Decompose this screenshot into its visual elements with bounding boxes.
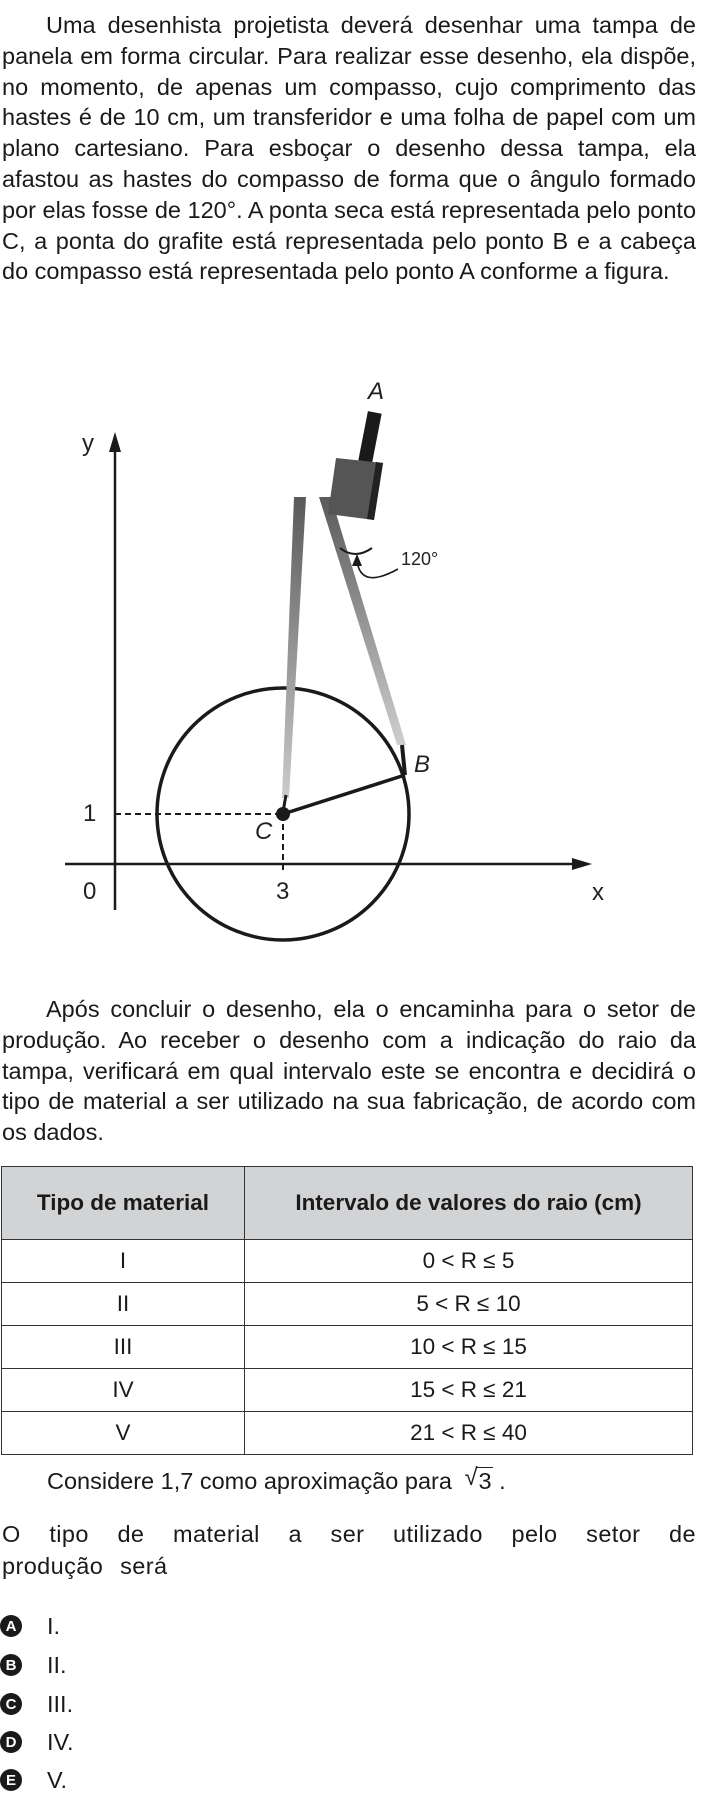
label-angle: 120° <box>401 549 439 569</box>
angle-pointer <box>357 560 398 578</box>
table-row <box>2 1412 693 1455</box>
label-tick-1: 1 <box>83 800 97 827</box>
option-d[interactable] <box>0 1727 74 1757</box>
production-text: Após concluir o desenho, ela o encaminha para o setor de produção. Ao receber o desenho com a indicação do raio da tampa, verificará em qual intervalo este se encontra e decidirá o tipo de material a ser utilizado na sua fabricação, de acordo com os dados. <box>2 996 696 1146</box>
compass-handle <box>358 411 381 463</box>
radical-sign-icon: √ <box>464 1464 478 1491</box>
intro-paragraph <box>2 10 696 287</box>
label-a: A <box>368 378 385 405</box>
x-axis-arrow <box>572 858 592 870</box>
cell-interval: 10 < R ≤ 15 <box>245 1326 693 1369</box>
approximation-note <box>47 1464 506 1495</box>
square-root <box>464 1464 492 1495</box>
label-c: C <box>255 818 273 845</box>
note-end: . <box>499 1468 506 1494</box>
option-text: II. <box>47 1651 67 1678</box>
label-tick-3: 3 <box>276 878 290 905</box>
table-row <box>2 1240 693 1283</box>
cell-material: V <box>2 1412 245 1455</box>
question-text: O tipo de material a ser utilizado pelo setor de produção será <box>2 1521 696 1579</box>
option-e[interactable] <box>0 1765 67 1795</box>
cell-interval: 5 < R ≤ 10 <box>245 1283 693 1326</box>
option-text: III. <box>47 1690 74 1717</box>
compass-leg-right <box>319 497 406 745</box>
option-c[interactable] <box>0 1689 73 1719</box>
cell-material: III <box>2 1326 245 1369</box>
table-row <box>2 1283 693 1326</box>
cell-interval: 15 < R ≤ 21 <box>245 1369 693 1412</box>
note-text: Considere 1,7 como aproximação para <box>47 1468 452 1494</box>
radius-segment <box>283 775 405 814</box>
option-text: I. <box>47 1612 61 1639</box>
option-a[interactable] <box>0 1611 60 1641</box>
label-origin: 0 <box>83 878 97 905</box>
cell-material: IV <box>2 1369 245 1412</box>
compass-figure <box>40 370 620 955</box>
compass-leg-left <box>282 497 306 798</box>
header-material-type: Tipo de material <box>2 1167 245 1240</box>
option-text: IV. <box>47 1728 74 1755</box>
production-paragraph <box>2 994 696 1148</box>
option-text: V. <box>47 1766 68 1793</box>
option-letter-c: C <box>0 1693 22 1715</box>
header-radius-interval: Intervalo de valores do raio (cm) <box>245 1167 693 1240</box>
cell-interval: 21 < R ≤ 40 <box>245 1412 693 1455</box>
intro-text: Uma desenhista projetista deverá desenhar uma tampa de panela em forma circular. Para realizar esse desenho, ela dispõe, no momento, de apenas um compasso, cujo comprimento das hastes é de 10 cm, um transferidor e uma folha de papel com um plano cartesiano. Para esboçar o desenho dessa tampa, ela afastou as hastes do compasso de forma que o ângulo formado por elas fosse de 120°. A ponta seca está representada pelo ponto C, a ponta do grafite está representada pelo ponto B e a cabeça do compasso está representada pelo ponto A conforme a figura. <box>2 12 697 285</box>
table-header-row <box>2 1167 693 1240</box>
option-letter-d: D <box>0 1731 22 1753</box>
option-letter-a: A <box>0 1615 22 1637</box>
label-y: y <box>82 430 94 457</box>
table-row <box>2 1326 693 1369</box>
label-b: B <box>414 751 431 778</box>
table-row <box>2 1369 693 1412</box>
angle-pointer-arrowhead <box>352 554 362 566</box>
point-c-dot <box>276 807 290 821</box>
option-b[interactable] <box>0 1650 67 1680</box>
label-x: x <box>592 879 604 906</box>
cell-material: I <box>2 1240 245 1283</box>
option-letter-e: E <box>0 1769 22 1791</box>
option-letter-b: B <box>0 1654 22 1676</box>
cell-material: II <box>2 1283 245 1326</box>
material-table <box>1 1166 693 1455</box>
cell-interval: 0 < R ≤ 5 <box>245 1240 693 1283</box>
radicand: 3 <box>478 1468 492 1494</box>
y-axis-arrow <box>109 432 121 452</box>
